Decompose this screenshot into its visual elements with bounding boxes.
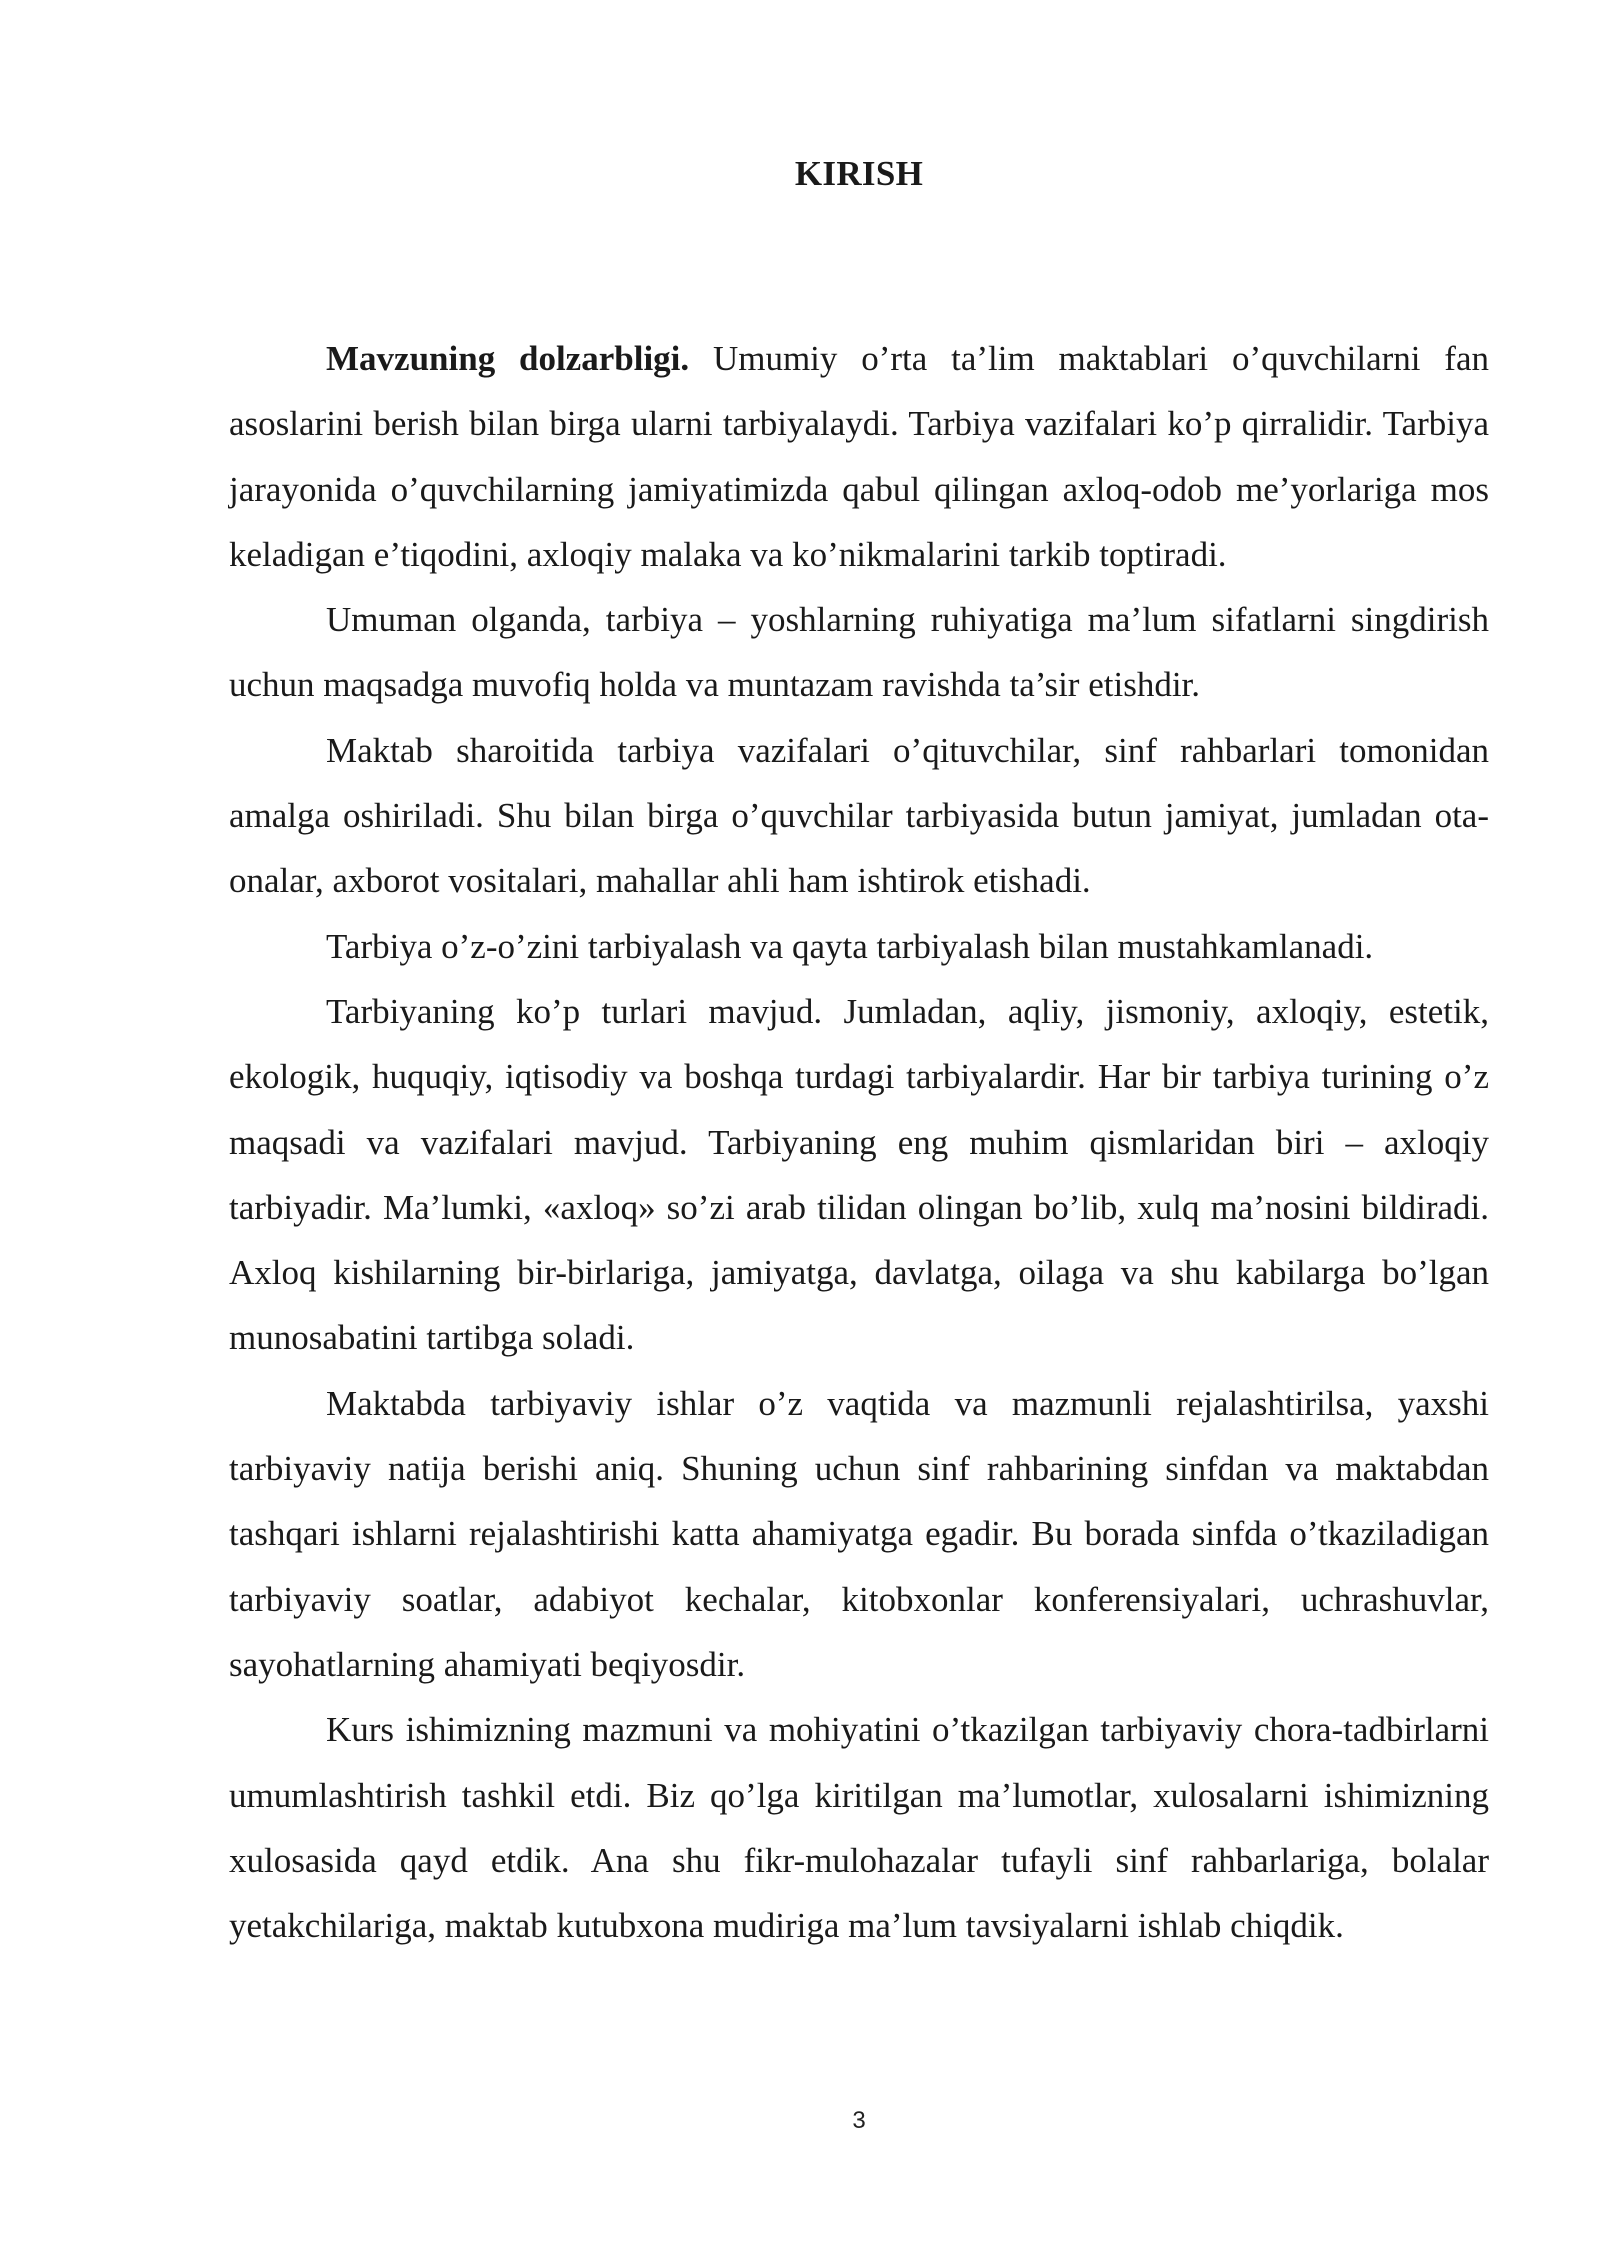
paragraph-self-education: Tarbiya o’z-o’zini tarbiyalash va qayta tarbiyalash bilan mustahkamlanadi. <box>326 926 1374 966</box>
paragraph-types-of-education: Tarbiyaning ko’p turlari mavjud. Jumladan, aqliy, jismoniy, axloqiy, estetik, ekologik, huquqiy, iqtisodiy va boshqa turdagi tarbiyalardir. Har bir tarbiya turining o’z maqsadi va vazifalari mavjud. Tarbiyaning eng muhim qismlaridan biri – axloqiy tarbiyadir. Ma’lumki, «axloq» so’zi arab tilidan olingan bo’lib, xulq ma’nosini bildiradi. Axloq kishilarning bir-birlariga, jamiyatga, davlatga, oilaga va shu kabilarga bo’lgan munosabatini tartibga soladi. <box>229 991 1489 1358</box>
document-body <box>229 326 1489 1958</box>
paragraph-definition: Umuman olganda, tarbiya – yoshlarning ruhiyatiga ma’lum sifatlarni singdirish uchun maqsadga muvofiq holda va muntazam ravishda ta’sir etishdir. <box>229 600 1489 705</box>
paragraph-school-conditions: Maktab sharoitida tarbiya vazifalari o’qituvchilar, sinf rahbarlari tomonidan amalga oshiriladi. Shu bilan birga o’quvchilar tarbiyasida butun jamiyat, jumladan ota-onalar, axborot vositalari, mahallar ahli ham ishtirok etishadi. <box>229 730 1489 901</box>
paragraph-planning: Maktabda tarbiyaviy ishlar o’z vaqtida va mazmunli rejalashtirilsa, yaxshi tarbiyaviy natija berishi aniq. Shuning uchun sinf rahbarining sinfdan va maktabdan tashqari ishlarni rejalashtirishi katta ahamiyatga egadir. Bu borada sinfda o’tkaziladigan tarbiyaviy soatlar, adabiyot kechalar, kitobxonlar konferensiyalari, uchrashuvlar, sayohatlarning ahamiyati beqiyosdir. <box>229 1383 1489 1684</box>
page-title: KIRISH <box>794 154 924 193</box>
paragraph-course-work: Kurs ishimizning mazmuni va mohiyatini o’tkazilgan tarbiyaviy chora-tadbirlarni umumlashtirish tashkil etdi. Biz qo’lga kiritilgan ma’lumotlar, xulosalarni ishimizning xulosasida qayd etdik. Ana shu fikr-mulohazalar tufayli sinf rahbarlariga, bolalar yetakchilariga, maktab kutubxona mudiriga ma’lum tavsiyalarni ishlab chiqdik. <box>229 1710 1489 1946</box>
page-number: 3 <box>852 2107 866 2134</box>
paragraph-text: Umumiy o’rta ta’lim maktablari o’quvchilarni fan asoslarini berish bilan birga ularni tarbiyalaydi. Tarbiya vazifalari ko’p qirralidir. Tarbiya jarayonida o’quvchilarning jamiyatimizda qabul qilingan axloq-odob me’yorlariga mos keladigan e’tiqodini, axloqiy malaka va ko’nikmalarini tarkib toptiradi. <box>229 339 1489 574</box>
paragraph-lead-heading: Mavzuning dolzarbligi. <box>326 339 690 378</box>
paragraph-relevance <box>229 326 1489 587</box>
